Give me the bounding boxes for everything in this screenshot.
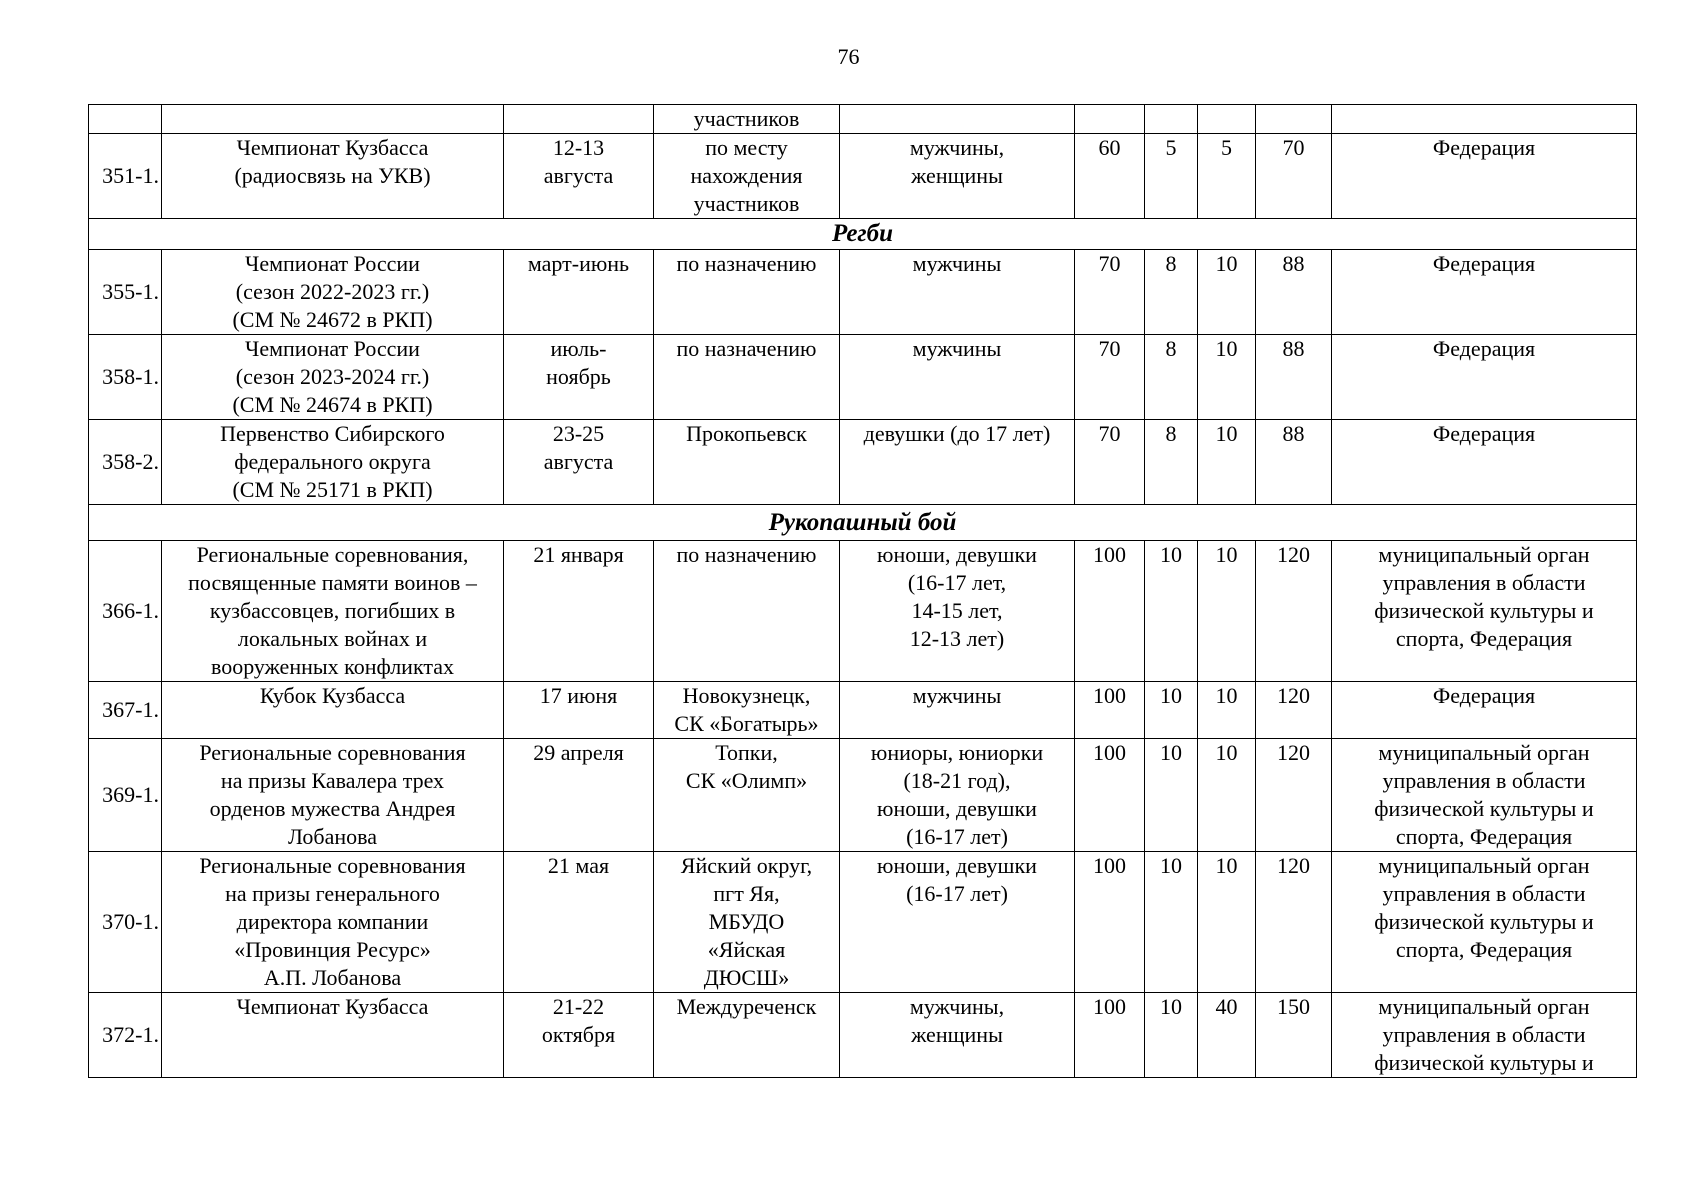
cell-line: Чемпионат России	[245, 336, 420, 361]
cell-c1: 100	[1075, 993, 1145, 1078]
section-title: Рукопашный бой	[89, 505, 1637, 541]
cell-num	[89, 105, 162, 134]
cell-line: спорта, Федерация	[1395, 626, 1573, 651]
cell-name	[162, 134, 504, 219]
cell-line: муниципальный орган	[1378, 994, 1590, 1019]
cell-c4: 70	[1256, 134, 1332, 219]
cell-num: 366-1.	[89, 541, 162, 682]
cell-line: кузбассовцев, погибших в	[209, 598, 456, 623]
cell-participants	[840, 105, 1075, 134]
cell-line: участников	[693, 106, 800, 131]
cell-participants	[840, 335, 1075, 420]
cell-line: августа	[543, 449, 614, 474]
cell-name	[162, 993, 504, 1078]
cell-org	[1332, 250, 1637, 335]
cell-line: Федерация	[1432, 251, 1536, 276]
cell-num: 358-1.	[89, 335, 162, 420]
cell-line: СК «Богатырь»	[674, 711, 819, 736]
cell-org	[1332, 682, 1637, 739]
cell-line: управления в области	[1382, 570, 1586, 595]
cell-name	[162, 682, 504, 739]
cell-line: (16-17 лет,	[907, 570, 1007, 595]
table-row	[89, 335, 1637, 420]
cell-c1: 70	[1075, 335, 1145, 420]
cell-c2: 10	[1145, 993, 1198, 1078]
table-row	[89, 541, 1637, 682]
cell-line: 12-13 лет)	[909, 626, 1005, 651]
cell-line: на призы Кавалера трех	[220, 768, 445, 793]
cell-c3: 10	[1198, 739, 1256, 852]
cell-line: орденов мужества Андрея	[209, 796, 456, 821]
cell-participants	[840, 420, 1075, 505]
cell-line: мужчины,	[909, 135, 1005, 160]
cell-c4: 120	[1256, 682, 1332, 739]
cell-name	[162, 105, 504, 134]
cell-date	[504, 420, 654, 505]
cell-org	[1332, 335, 1637, 420]
cell-c4: 88	[1256, 250, 1332, 335]
cell-c2: 10	[1145, 852, 1198, 993]
cell-date	[504, 134, 654, 219]
cell-name	[162, 250, 504, 335]
cell-org	[1332, 993, 1637, 1078]
table-row	[89, 682, 1637, 739]
cell-venue	[654, 993, 840, 1078]
section-title: Регби	[89, 219, 1637, 250]
continuation-row	[89, 105, 1637, 134]
cell-c1: 100	[1075, 541, 1145, 682]
cell-c4: 88	[1256, 420, 1332, 505]
cell-line: пгт Яя,	[713, 881, 780, 906]
cell-name	[162, 739, 504, 852]
cell-c1: 70	[1075, 250, 1145, 335]
cell-line: (сезон 2023-2024 гг.)	[235, 364, 430, 389]
cell-date	[504, 739, 654, 852]
cell-venue	[654, 335, 840, 420]
cell-line: (СМ № 25171 в РКП)	[232, 477, 433, 502]
cell-org	[1332, 739, 1637, 852]
table-row	[89, 852, 1637, 993]
cell-venue	[654, 105, 840, 134]
cell-num: 358-2.	[89, 420, 162, 505]
cell-line: управления в области	[1382, 1022, 1586, 1047]
cell-line: (18-21 год),	[903, 768, 1011, 793]
cell-line: Яйский округ,	[680, 853, 813, 878]
cell-venue	[654, 420, 840, 505]
cell-line: директора компании	[236, 909, 429, 934]
cell-c4: 120	[1256, 541, 1332, 682]
cell-c2: 5	[1145, 134, 1198, 219]
cell-line: октября	[541, 1022, 616, 1047]
cell-line: 29 апреля	[533, 740, 624, 765]
cell-participants	[840, 541, 1075, 682]
cell-line: по назначению	[676, 542, 817, 567]
cell-line: А.П. Лобанова	[263, 965, 402, 990]
cell-c4	[1256, 105, 1332, 134]
cell-line: на призы генерального	[225, 881, 440, 906]
cell-c2: 8	[1145, 335, 1198, 420]
cell-line: МБУДО	[708, 909, 785, 934]
cell-line: Кубок Кузбасса	[259, 683, 406, 708]
cell-c4: 88	[1256, 335, 1332, 420]
cell-org	[1332, 134, 1637, 219]
cell-line: спорта, Федерация	[1395, 937, 1573, 962]
cell-num: 355-1.	[89, 250, 162, 335]
table-row	[89, 993, 1637, 1078]
cell-line: (сезон 2022-2023 гг.)	[235, 279, 430, 304]
events-table	[88, 104, 1637, 1078]
cell-line: (16-17 лет)	[906, 824, 1008, 849]
cell-line: 21-22	[552, 994, 605, 1019]
table-row	[89, 250, 1637, 335]
cell-c3: 10	[1198, 682, 1256, 739]
cell-c1: 100	[1075, 682, 1145, 739]
cell-date	[504, 105, 654, 134]
cell-c1: 100	[1075, 739, 1145, 852]
events-table-body	[89, 105, 1637, 1078]
cell-line: Федерация	[1432, 683, 1536, 708]
cell-line: физической культуры и	[1374, 598, 1594, 623]
cell-line: 21 января	[533, 542, 624, 567]
cell-line: Первенство Сибирского	[220, 421, 445, 446]
cell-c2: 8	[1145, 250, 1198, 335]
cell-num: 369-1.	[89, 739, 162, 852]
cell-line: посвященные памяти воинов –	[188, 570, 477, 595]
cell-c3	[1198, 105, 1256, 134]
cell-line: Чемпионат России	[245, 251, 420, 276]
cell-name	[162, 420, 504, 505]
cell-line: Новокузнецк,	[682, 683, 811, 708]
cell-line: «Провинция Ресурс»	[234, 937, 431, 962]
cell-date	[504, 250, 654, 335]
cell-num: 372-1.	[89, 993, 162, 1078]
cell-line: женщины	[911, 1022, 1003, 1047]
cell-line: муниципальный орган	[1378, 740, 1590, 765]
cell-date	[504, 335, 654, 420]
cell-line: Междуреченск	[676, 994, 817, 1019]
cell-line: федерального округа	[234, 449, 431, 474]
cell-line: участников	[693, 191, 800, 216]
cell-num: 370-1.	[89, 852, 162, 993]
cell-venue	[654, 852, 840, 993]
cell-line: (радиосвязь на УКВ)	[234, 163, 431, 188]
cell-c2: 10	[1145, 739, 1198, 852]
cell-line: муниципальный орган	[1378, 542, 1590, 567]
cell-line: физической культуры и	[1374, 909, 1594, 934]
cell-line: Федерация	[1432, 336, 1536, 361]
cell-line: по назначению	[676, 336, 817, 361]
cell-venue	[654, 134, 840, 219]
cell-date	[504, 682, 654, 739]
cell-c1	[1075, 105, 1145, 134]
cell-c3: 10	[1198, 541, 1256, 682]
cell-num: 351-1.	[89, 134, 162, 219]
cell-c3: 10	[1198, 250, 1256, 335]
cell-c3: 10	[1198, 420, 1256, 505]
cell-name	[162, 852, 504, 993]
cell-line: (16-17 лет)	[906, 881, 1008, 906]
cell-line: августа	[543, 163, 614, 188]
cell-num: 367-1.	[89, 682, 162, 739]
cell-line: Лобанова	[288, 824, 377, 849]
cell-line: женщины	[911, 163, 1003, 188]
cell-line: физической культуры и	[1374, 1050, 1594, 1075]
cell-participants	[840, 852, 1075, 993]
cell-line: Прокопьевск	[686, 421, 807, 446]
cell-line: Чемпионат Кузбасса	[236, 994, 429, 1019]
cell-c2: 8	[1145, 420, 1198, 505]
cell-date	[504, 541, 654, 682]
cell-line: (СМ № 24674 в РКП)	[232, 392, 433, 417]
section-row	[89, 219, 1637, 250]
cell-c3: 10	[1198, 335, 1256, 420]
table-row	[89, 739, 1637, 852]
cell-line: Региональные соревнования	[199, 853, 466, 878]
cell-line: (СМ № 24672 в РКП)	[232, 307, 433, 332]
cell-c3: 40	[1198, 993, 1256, 1078]
cell-line: ДЮСШ»	[703, 965, 790, 990]
cell-c2: 10	[1145, 682, 1198, 739]
cell-c4: 120	[1256, 852, 1332, 993]
cell-line: по месту	[705, 135, 788, 160]
cell-participants	[840, 250, 1075, 335]
cell-line: вооруженных конфликтах	[210, 654, 454, 679]
cell-participants	[840, 993, 1075, 1078]
cell-participants	[840, 134, 1075, 219]
cell-line: юноши, девушки	[877, 542, 1037, 567]
cell-c3: 10	[1198, 852, 1256, 993]
cell-c1: 60	[1075, 134, 1145, 219]
cell-c4: 120	[1256, 739, 1332, 852]
cell-line: муниципальный орган	[1378, 853, 1590, 878]
cell-venue	[654, 682, 840, 739]
cell-line: СК «Олимп»	[685, 768, 808, 793]
cell-c1: 70	[1075, 420, 1145, 505]
cell-org	[1332, 541, 1637, 682]
cell-line: Федерация	[1432, 135, 1536, 160]
section-row	[89, 505, 1637, 541]
cell-line: Региональные соревнования,	[196, 542, 469, 567]
cell-line: 12-13	[552, 135, 605, 160]
cell-venue	[654, 739, 840, 852]
cell-line: мужчины	[912, 251, 1002, 276]
cell-line: по назначению	[676, 251, 817, 276]
cell-line: 23-25	[552, 421, 605, 446]
cell-line: спорта, Федерация	[1395, 824, 1573, 849]
cell-c3: 5	[1198, 134, 1256, 219]
cell-line: 17 июня	[539, 683, 618, 708]
cell-line: «Яйская	[707, 937, 786, 962]
table-row	[89, 134, 1637, 219]
cell-line: ноябрь	[546, 364, 611, 389]
cell-line: 21 мая	[547, 853, 610, 878]
cell-line: нахождения	[690, 163, 803, 188]
cell-venue	[654, 250, 840, 335]
cell-name	[162, 541, 504, 682]
cell-venue	[654, 541, 840, 682]
cell-org	[1332, 852, 1637, 993]
cell-c4: 150	[1256, 993, 1332, 1078]
cell-line: март-июнь	[527, 251, 630, 276]
cell-participants	[840, 682, 1075, 739]
cell-line: управления в области	[1382, 768, 1586, 793]
cell-c2	[1145, 105, 1198, 134]
cell-date	[504, 852, 654, 993]
cell-line: мужчины	[912, 683, 1002, 708]
cell-line: локальных войнах и	[237, 626, 428, 651]
cell-line: Региональные соревнования	[199, 740, 466, 765]
cell-c1: 100	[1075, 852, 1145, 993]
cell-line: физической культуры и	[1374, 796, 1594, 821]
cell-org	[1332, 105, 1637, 134]
page-number: 76	[837, 44, 860, 69]
cell-line: мужчины	[912, 336, 1002, 361]
cell-line: юниоры, юниорки	[870, 740, 1044, 765]
cell-line: юноши, девушки	[877, 796, 1037, 821]
cell-line: юноши, девушки	[877, 853, 1037, 878]
cell-name	[162, 335, 504, 420]
cell-line: июль-	[550, 336, 607, 361]
cell-line: управления в области	[1382, 881, 1586, 906]
cell-line: Чемпионат Кузбасса	[236, 135, 429, 160]
cell-participants	[840, 739, 1075, 852]
cell-date	[504, 993, 654, 1078]
cell-line: девушки (до 17 лет)	[863, 421, 1051, 446]
cell-org	[1332, 420, 1637, 505]
cell-line: Топки,	[715, 740, 778, 765]
cell-c2: 10	[1145, 541, 1198, 682]
cell-line: 14-15 лет,	[911, 598, 1003, 623]
cell-line: Федерация	[1432, 421, 1536, 446]
table-row	[89, 420, 1637, 505]
cell-line: мужчины,	[909, 994, 1005, 1019]
